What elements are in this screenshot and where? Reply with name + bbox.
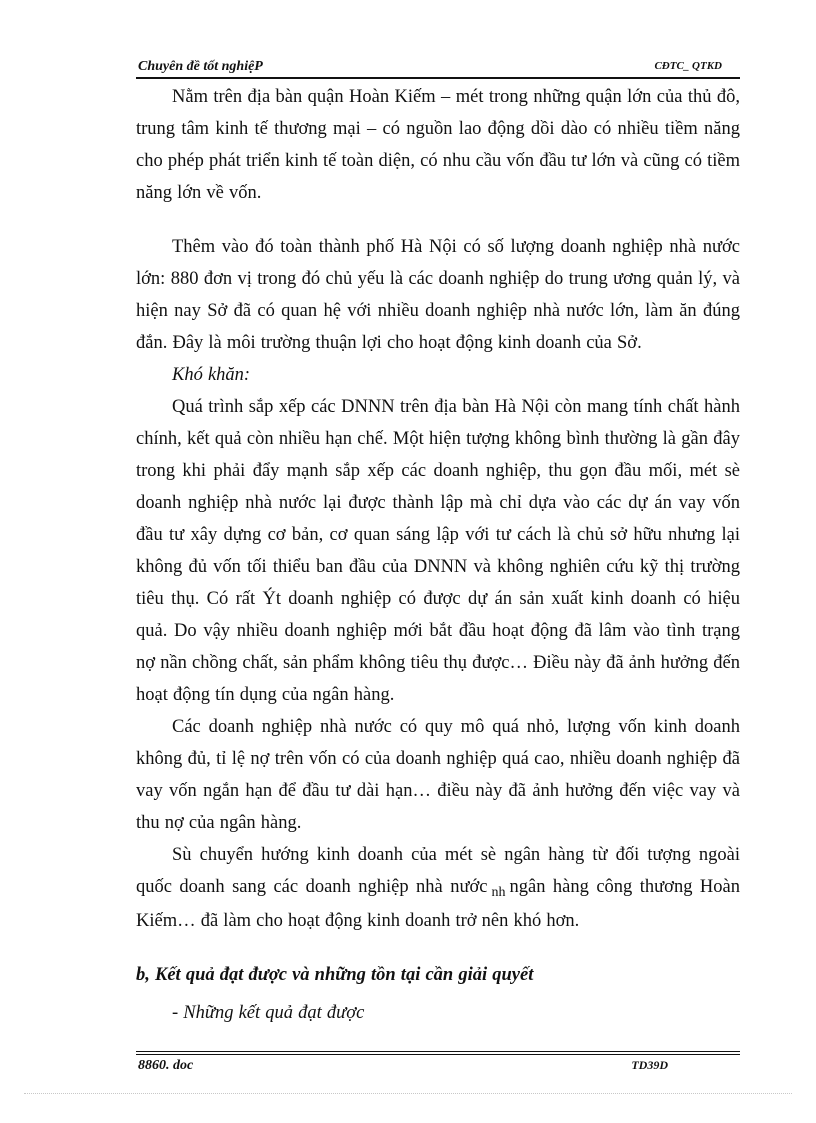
section-heading-results: b, Kết quả đạt được và những tồn tại cần giải quyết [136,965,534,985]
paragraph-small-scale: Các doanh nghiệp nhà nước có quy mô quá nhỏ, lượng vốn kinh doanh không đủ, tỉ lệ nợ trên vốn có của doanh nghiệp quá cao, nhiều doanh nghiệp đã vay vốn ngắn hạn để đầu tư dài hạn… điều này đã ảnh hưởng đến việc vay và thu nợ của ngân hàng. [136,717,740,833]
paragraph-location: Nằm trên địa bàn quận Hoàn Kiếm – mét trong những quận lớn của thủ đô, trung tâm kinh tế thương mại – có nguồn lao động dồi dào có nhiều tiềm năng cho phép phát triển kinh tế toàn diện, có nhu cầu vốn đầu tư lớn và cũng có tiềm năng lớn về vốn. [136,87,740,203]
subheading-difficulties: Khó khăn: [172,365,251,385]
text-segment: ngân hàng công thương Hoàn Kiếm… đã làm cho hoạt động kinh doanh trở nên khó hơn. [136,877,741,931]
paragraph-enterprises: Thêm vào đó toàn thành phố Hà Nội có số lượng doanh nghiệp nhà nước lớn: 880 đơn vị trong đó chủ yếu là các doanh nghiệp do trung ương quản lý, và hiện nay Sở đã có quan hệ với nhiều doanh nghiệp nhà nước lớn, làm ăn đúng đắn. Đây là môi trường thuận lợi cho hoạt động kinh doanh của Sở. [136,237,740,353]
paragraph-restructuring: Quá trình sắp xếp các DNNN trên địa bàn Hà Nội còn mang tính chất hành chính, kết quả còn nhiều hạn chế. Một hiện tượng không bình thường là gần đây trong khi phải đẩy mạnh sắp xếp các doanh nghiệp, thu gọn đầu mối, mét sè doanh nghiệp nhà nước lại được thành lập mà chỉ dựa vào các dự án vay vốn đầu tư xây dựng cơ bản, cơ quan sáng lập với tư cách là chủ sở hữu nhưng lại không đủ vốn tối thiểu ban đầu của DNNN và không nghiên cứu kỹ thị trường tiêu thụ. Có rất Ýt doanh nghiệp có được dự án sản xuất kinh doanh có hiệu quả. Do vậy nhiều doanh nghiệp mới bắt đầu hoạt động đã lâm vào tình trạng nợ nần chồng chất, sản phẩm không tiêu thụ được… Điều này đã ảnh hưởng đến hoạt động tín dụng của ngân hàng. [136,397,740,705]
page-header [136,57,740,77]
footer-code: TD39D [631,1058,668,1072]
page-footer [136,1058,740,1078]
footer-rule-top [136,1051,740,1052]
document-body [136,81,740,1029]
header-title: Chuyên đề tốt nghiệP [138,59,263,74]
text-segment: Sù chuyển hướng kinh doanh của mét sè ngân hàng từ đối tượng ngoài quốc doanh sang các doanh nghiệp nhà nước [136,845,740,897]
header-code: CĐTC_ QTKD [654,60,722,72]
page-edge-divider [24,1093,792,1094]
paragraph-business-shift [136,839,740,937]
text-fragment-nh: nh [491,885,506,900]
footer-filename: 8860. doc [138,1058,194,1073]
footer-rule-bottom [136,1054,740,1055]
list-item-achievements: - Những kết quả đạt được [172,1003,365,1023]
header-rule [136,77,740,79]
